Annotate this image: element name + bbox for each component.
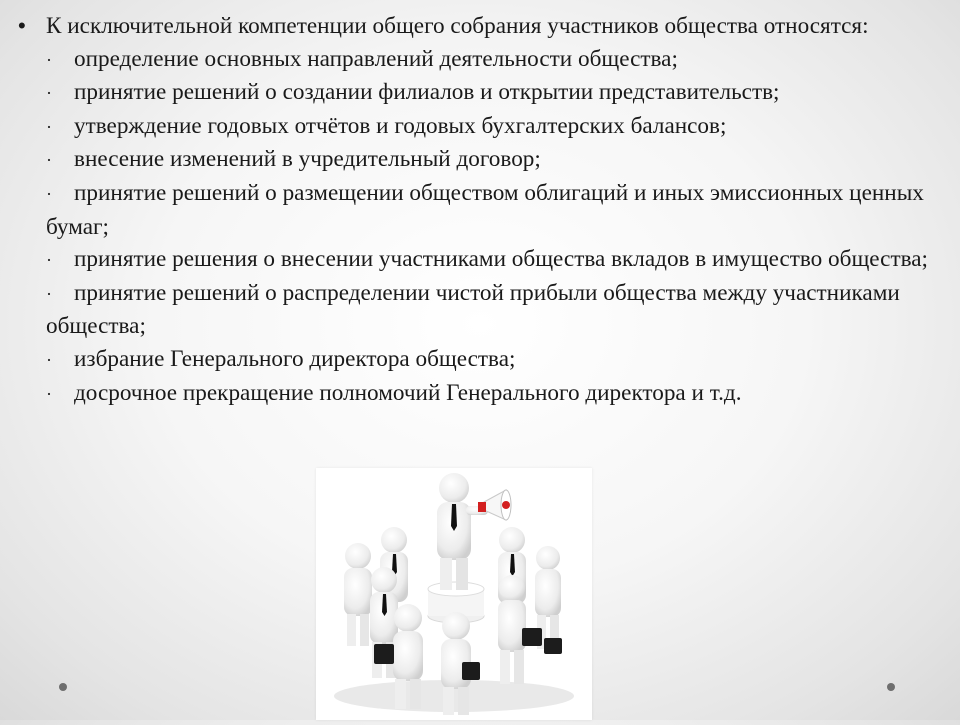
list-item: [18, 377, 948, 411]
slide-content: [18, 10, 948, 410]
figure-back-left: [344, 543, 372, 646]
list-item: [18, 76, 948, 110]
list-item-text: определение основных направлений деятельности общества;: [74, 45, 678, 72]
team-figures-graphic: [316, 468, 592, 720]
nav-dot-right[interactable]: [887, 683, 895, 691]
list-marker: ·: [46, 150, 52, 171]
list-item-text: принятие решений о создании филиалов и открытии представительств;: [74, 79, 780, 106]
list-item-text: досрочное прекращение полномочий Генерального директора и т.д.: [74, 379, 742, 406]
megaphone-icon: [478, 490, 511, 520]
list-marker: ·: [46, 349, 52, 370]
intro-paragraph: [18, 10, 948, 43]
list-marker: ·: [46, 250, 52, 271]
team-illustration: [316, 468, 592, 720]
list-item-text: принятие решения о внесении участниками общества вкладов в имущество общества;: [74, 246, 928, 273]
list-item-text: принятие решений о размещении обществом облигаций и иных эмиссионных ценных бумаг;: [46, 179, 924, 240]
intro-text: К исключительной компетенции общего собрания участников общества относятся:: [46, 13, 869, 39]
bullet-icon: •: [18, 13, 26, 38]
list-item: [18, 343, 948, 377]
list-item-text: избрание Генерального директора общества;: [74, 345, 516, 372]
list-marker: ·: [46, 49, 52, 70]
list-item: [18, 277, 948, 343]
list-item: [18, 43, 948, 77]
list-marker: ·: [46, 183, 52, 204]
list-marker: ·: [46, 383, 52, 404]
list-item: [18, 110, 948, 144]
list-item: [18, 177, 948, 243]
list-item-text: принятие решений о распределении чистой прибыли общества между участниками общества;: [46, 279, 900, 340]
list-marker: ·: [46, 116, 52, 137]
list-marker: ·: [46, 283, 52, 304]
list-item: [18, 243, 948, 277]
nav-dot-left[interactable]: [59, 683, 67, 691]
figure-leader: [437, 473, 488, 590]
list-marker: ·: [46, 83, 52, 104]
list-item: [18, 143, 948, 177]
list-item-text: внесение изменений в учредительный договор;: [74, 146, 541, 173]
competence-list: [18, 43, 948, 411]
list-item-text: утверждение годовых отчётов и годовых бухгалтерских балансов;: [74, 112, 727, 139]
